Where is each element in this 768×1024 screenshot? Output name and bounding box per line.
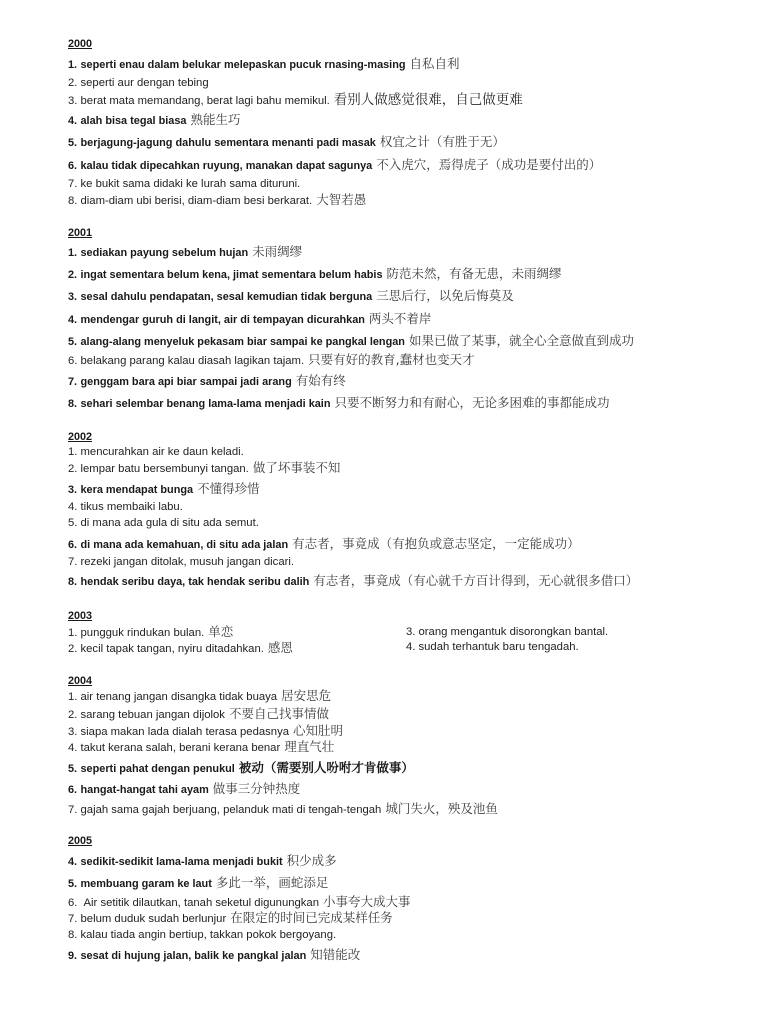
item-number: 1. [68, 59, 78, 71]
proverb-item [68, 853, 337, 869]
proverb-item [68, 444, 244, 460]
malay-proverb: sarang tebuan jangan dijolok [80, 709, 225, 721]
chinese-meaning: 有始有终 [295, 373, 346, 388]
chinese-meaning: 做事三分钟热度 [212, 781, 301, 796]
item-number: 6. [68, 784, 78, 796]
proverb-item [68, 395, 610, 411]
proverb-item [68, 333, 634, 349]
proverb-item [68, 92, 523, 108]
section-heading-2001: 2001 [68, 227, 93, 239]
proverb-item [406, 639, 579, 655]
proverb-item [68, 910, 393, 926]
malay-proverb: berat mata memandang, berat lagi bahu memikul. [80, 95, 330, 107]
item-number: 4. [68, 115, 78, 127]
malay-proverb: takut kerana salah, berani kerana benar [80, 742, 281, 754]
chinese-meaning: 熟能生巧 [190, 112, 241, 127]
malay-proverb: alang-alang menyeluk pekasam biar sampai ke pangkal lengan [80, 336, 405, 348]
item-number: 7. [68, 556, 78, 568]
chinese-meaning: 权宜之计（有胜于无） [379, 134, 505, 149]
malay-proverb: mencurahkan air ke daun keladi. [80, 446, 244, 458]
item-number: 5. [68, 878, 78, 890]
chinese-meaning: 在限定的时间已完成某样任务 [230, 910, 393, 925]
item-number: 4. [68, 742, 78, 754]
item-number: 3. [68, 95, 78, 107]
proverb-item [406, 624, 608, 640]
proverb-item [68, 875, 328, 891]
item-number: 7. [68, 804, 78, 816]
proverb-item [68, 311, 431, 327]
malay-proverb: diam-diam ubi berisi, diam-diam besi berkarat. [80, 195, 313, 207]
item-number: 2. [68, 709, 78, 721]
chinese-meaning: 小事夸大成大事 [323, 894, 411, 909]
proverb-item [68, 176, 300, 192]
malay-proverb: gajah sama gajah berjuang, pelanduk mati di tengah-tengah [80, 804, 382, 816]
malay-proverb: kera mendapat bunga [80, 484, 194, 496]
proverb-item [68, 192, 366, 208]
item-number: 2. [68, 269, 78, 281]
malay-proverb: sudah terhantuk baru tengadah. [418, 641, 579, 653]
chinese-meaning: 有志者，事竟成（有心就千方百计得到，无心就很多借口） [313, 573, 639, 588]
malay-proverb: sedikit-sedikit lama-lama menjadi bukit [80, 856, 283, 868]
section-heading-2002: 2002 [68, 431, 93, 443]
item-number: 6. [68, 160, 78, 172]
proverb-item [68, 927, 336, 943]
item-number: 4. [406, 641, 416, 653]
chinese-meaning: 不要自己找事情做 [228, 706, 329, 721]
malay-proverb: orang mengantuk disorongkan bantal. [418, 626, 609, 638]
item-number: 4. [68, 501, 78, 513]
chinese-meaning: 城门失火，殃及池鱼 [385, 801, 498, 816]
item-number: 5. [68, 763, 78, 775]
item-number: 2. [68, 463, 78, 475]
chinese-meaning: 积少成多 [286, 853, 337, 868]
malay-proverb: sehari selembar benang lama-lama menjadi kain [80, 398, 331, 410]
item-number: 5. [68, 517, 78, 529]
proverb-item [68, 894, 411, 910]
chinese-meaning: 只要有好的教育,蠢材也变天才 [308, 352, 475, 367]
malay-proverb: tikus membaiki labu. [80, 501, 183, 513]
chinese-meaning: 居安思危 [281, 688, 332, 703]
item-number: 7. [68, 376, 78, 388]
item-number: 8. [68, 929, 78, 941]
malay-proverb: alah bisa tegal biasa [80, 115, 187, 127]
proverb-item [68, 244, 302, 260]
item-number: 2. [68, 77, 78, 89]
proverb-item [68, 947, 360, 963]
malay-proverb: belum duduk sudah berlunjur [80, 913, 227, 925]
malay-proverb: Air setitik dilautkan, tanah seketul digunungkan [83, 897, 320, 909]
malay-proverb: sesat di hujung jalan, balik ke pangkal jalan [80, 950, 307, 962]
chinese-meaning: 只要不断努力和有耐心，无论多困难的事都能成功 [334, 395, 610, 410]
malay-proverb: siapa makan lada dialah terasa pedasnya [80, 726, 290, 738]
item-number: 2. [68, 643, 78, 655]
chinese-meaning: 感恩 [267, 640, 293, 655]
proverb-item [68, 554, 294, 570]
chinese-meaning: 大智若愚 [316, 192, 367, 207]
item-number: 8. [68, 398, 78, 410]
proverb-item [68, 801, 498, 817]
proverb-item [68, 624, 233, 640]
item-number: 4. [68, 856, 78, 868]
malay-proverb: hangat-hangat tahi ayam [80, 784, 209, 796]
chinese-meaning: 不懂得珍惜 [197, 481, 260, 496]
malay-proverb: kecil tapak tangan, nyiru ditadahkan. [80, 643, 264, 655]
malay-proverb: seperti pahat dengan penukul [80, 763, 235, 775]
proverb-item [68, 352, 475, 368]
chinese-meaning: 做了坏事装不知 [252, 460, 341, 475]
proverb-item [68, 499, 183, 515]
item-number: 5. [68, 336, 78, 348]
malay-proverb: hendak seribu daya, tak hendak seribu dalih [80, 576, 310, 588]
chinese-meaning: 防范未然，有备无患，未雨绸缪 [386, 266, 562, 281]
section-heading-2004: 2004 [68, 675, 93, 687]
item-number: 6. [68, 355, 78, 367]
proverb-item [68, 640, 293, 656]
item-number: 3. [68, 291, 78, 303]
proverb-item [68, 75, 209, 91]
malay-proverb: seperti enau dalam belukar melepaskan pucuk rnasing-masing [80, 59, 406, 71]
proverb-item [68, 760, 414, 776]
proverb-item [68, 573, 638, 589]
malay-proverb: ingat sementara belum kena, jimat sementara belum habis [80, 269, 383, 281]
proverb-item [68, 112, 240, 128]
malay-proverb: di mana ada gula di situ ada semut. [80, 517, 259, 529]
item-number: 9. [68, 950, 78, 962]
malay-proverb: ke bukit sama didaki ke lurah sama dituruni. [80, 178, 301, 190]
item-number: 6. [68, 539, 78, 551]
chinese-meaning: 未雨绸缪 [252, 244, 303, 259]
item-number: 1. [68, 627, 78, 639]
proverb-item [68, 515, 259, 531]
proverb-item [68, 481, 260, 497]
chinese-meaning: 理直气壮 [284, 739, 335, 754]
chinese-meaning: 知错能改 [310, 947, 361, 962]
item-number: 3. [68, 484, 78, 496]
malay-proverb: sediakan payung sebelum hujan [80, 247, 249, 259]
item-number: 5. [68, 137, 78, 149]
chinese-meaning: 三思后行，以免后悔莫及 [376, 288, 514, 303]
item-number: 1. [68, 691, 78, 703]
item-number: 8. [68, 195, 78, 207]
chinese-meaning: 单恋 [208, 624, 234, 639]
chinese-meaning: 两头不着岸 [368, 311, 432, 326]
malay-proverb: sesal dahulu pendapatan, sesal kemudian tidak berguna [80, 291, 373, 303]
proverb-item [68, 460, 340, 476]
malay-proverb: mendengar guruh di langit, air di tempayan dicurahkan [80, 314, 365, 326]
item-number: 1. [68, 446, 78, 458]
malay-proverb: di mana ada kemahuan, di situ ada jalan [80, 539, 289, 551]
chinese-meaning: 不入虎穴，焉得虎子（成功是要付出的） [376, 157, 602, 172]
chinese-meaning: 如果已做了某事，就全心全意做直到成功 [408, 333, 634, 348]
section-heading-2005: 2005 [68, 835, 93, 847]
item-number: 4. [68, 314, 78, 326]
proverb-item [68, 56, 460, 72]
malay-proverb: kalau tidak dipecahkan ruyung, manakan dapat sagunya [80, 160, 373, 172]
chinese-meaning: 多此一举，画蛇添足 [215, 875, 329, 890]
malay-proverb: seperti aur dengan tebing [80, 77, 209, 89]
proverb-item [68, 266, 562, 282]
proverb-item [68, 723, 343, 739]
chinese-meaning: 看别人做感觉很难，自己做更难 [333, 92, 523, 108]
malay-proverb: air tenang jangan disangka tidak buaya [80, 691, 278, 703]
malay-proverb: lempar batu bersembunyi tangan. [80, 463, 249, 475]
item-number: 1. [68, 247, 78, 259]
malay-proverb: pungguk rindukan bulan. [80, 627, 205, 639]
chinese-meaning: 有志者，事竟成（有抱负或意志坚定，一定能成功） [292, 536, 580, 551]
proverb-item [68, 781, 300, 797]
item-number: 7. [68, 913, 78, 925]
malay-proverb: rezeki jangan ditolak, musuh jangan dicari. [80, 556, 295, 568]
chinese-meaning: 心知肚明 [293, 723, 344, 738]
malay-proverb: berjagung-jagung dahulu sementara menanti padi masak [80, 137, 376, 149]
proverb-item [68, 536, 580, 552]
proverb-item [68, 688, 331, 704]
item-number: 3. [406, 626, 416, 638]
proverb-item [68, 706, 329, 722]
proverb-item [68, 739, 334, 755]
section-heading-2000: 2000 [68, 38, 93, 50]
section-heading-2003: 2003 [68, 610, 93, 622]
proverb-item [68, 134, 505, 150]
malay-proverb: membuang garam ke laut [80, 878, 212, 890]
item-number: 8. [68, 576, 78, 588]
malay-proverb: kalau tiada angin bertiup, takkan pokok bergoyang. [80, 929, 337, 941]
proverb-item [68, 373, 346, 389]
malay-proverb: genggam bara api biar sampai jadi arang [80, 376, 292, 388]
malay-proverb: belakang parang kalau diasah lagikan tajam. [80, 355, 305, 367]
proverb-item [68, 157, 601, 173]
proverb-item [68, 288, 514, 304]
chinese-meaning: 被动（需要别人吩咐才肯做事） [238, 760, 414, 775]
item-number: 6. [68, 897, 78, 909]
item-number: 7. [68, 178, 78, 190]
item-number: 3. [68, 726, 78, 738]
chinese-meaning: 自私自利 [409, 56, 460, 71]
